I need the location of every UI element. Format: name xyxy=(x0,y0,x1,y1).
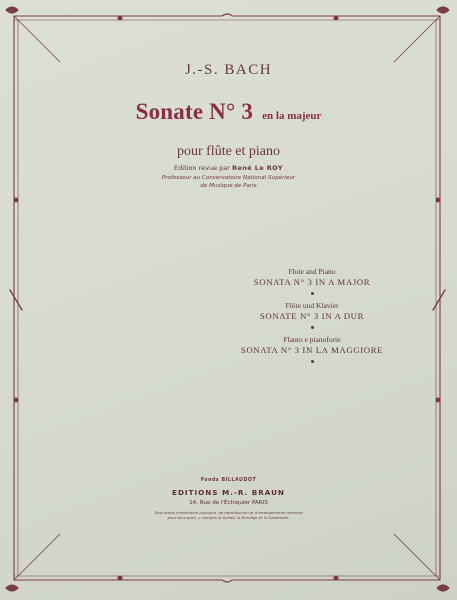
version-title: SONATE N° 3 IN A DUR xyxy=(259,311,365,321)
version-language: Flute and Piano xyxy=(288,267,336,276)
edition-credit xyxy=(0,164,457,172)
version-english xyxy=(232,267,392,295)
version-german xyxy=(232,301,392,329)
edition-prefix: Edition revue par xyxy=(174,164,230,172)
translated-titles xyxy=(232,267,392,369)
version-italian xyxy=(232,335,392,363)
rights-line-1: Tous droits d'exécution publique, de reproduction et d'arrangements réservés xyxy=(154,510,303,515)
publisher-name: EDITIONS M.-R. BRAUN xyxy=(172,488,285,497)
rights-notice xyxy=(0,510,457,520)
version-language: Flöte und Klavier xyxy=(285,301,339,310)
editor-title-line-2: de Musique de Paris xyxy=(200,182,257,189)
fonds-label: Fonds BILLAUDOT xyxy=(200,478,257,483)
editor-title-line-1: Professeur au Conservatoire National Supérieur xyxy=(161,175,296,181)
rights-line-2: pour tous pays, y compris la Suède, la Norvège et le Danemark. xyxy=(167,515,290,520)
editor-name: René Le ROY xyxy=(232,164,283,172)
publisher-address: 14, Rue de l'Échiquier PARIS xyxy=(189,500,268,506)
instrumentation: pour flûte et piano xyxy=(176,144,281,159)
version-language: Flauto e pianoforte xyxy=(283,335,341,344)
separator-dot xyxy=(311,292,314,295)
version-title: SONATA N° 3 IN LA MAGGIORE xyxy=(240,345,384,355)
separator-dot xyxy=(311,326,314,329)
composer-name: J.-S. BACH xyxy=(184,62,273,78)
key-label: en la majeur xyxy=(262,110,322,122)
editor-affiliation xyxy=(0,175,457,190)
version-title: SONATA N° 3 IN A MAJOR xyxy=(253,277,371,287)
sonata-title: Sonate N° 3 xyxy=(135,99,254,124)
separator-dot xyxy=(311,360,314,363)
work-title xyxy=(0,99,457,125)
